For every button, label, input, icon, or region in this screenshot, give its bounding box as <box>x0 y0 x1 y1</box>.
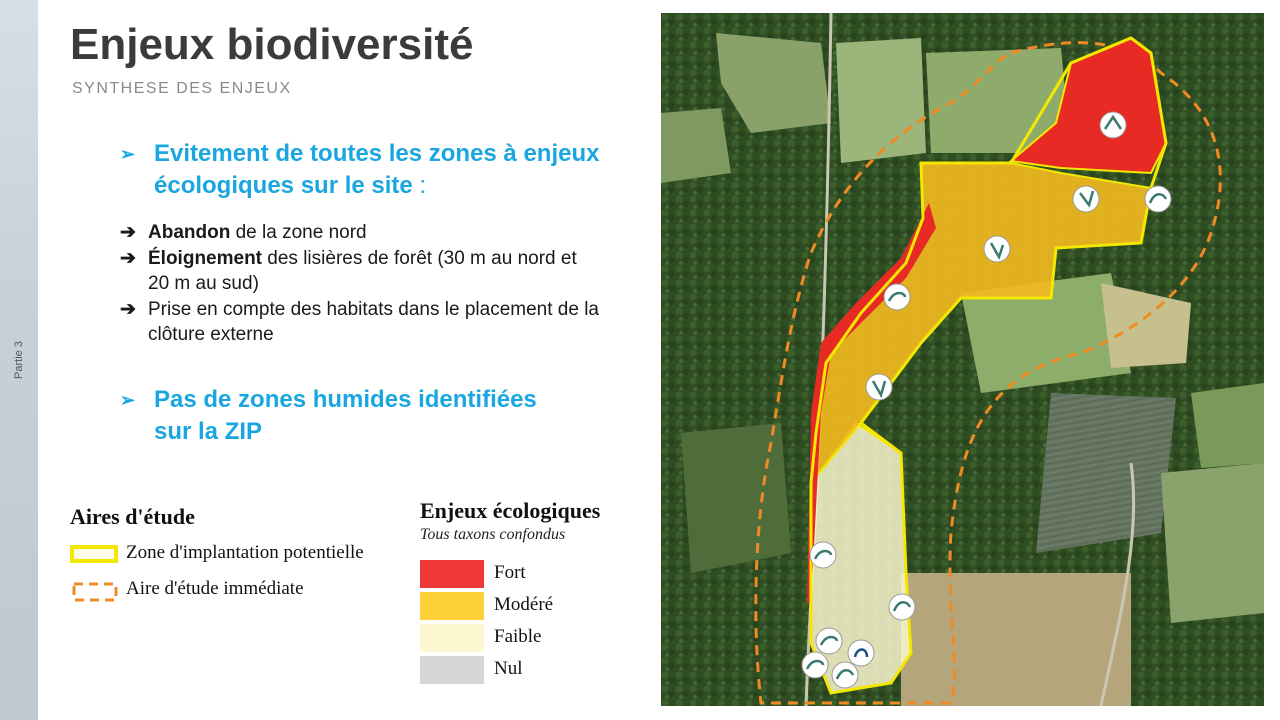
bullet-zones-humides <box>120 384 574 448</box>
field <box>1161 463 1264 623</box>
reptile-icon <box>810 542 836 568</box>
list-item <box>120 220 600 246</box>
field <box>901 573 1131 706</box>
legend-label: Modéré <box>494 594 554 615</box>
list-item <box>120 297 600 348</box>
bullet-text: Pas de zones humides identifiées sur la ZIP <box>154 386 537 445</box>
item-text: des lisières de forêt (30 m au nord et 20 m au sud) <box>148 247 577 294</box>
arrowhead-icon: ➢ <box>120 390 136 410</box>
arrow-right-icon: ➔ <box>120 298 136 320</box>
swatch-fort <box>420 560 484 588</box>
map-svg <box>661 13 1264 706</box>
sub-list <box>120 220 600 348</box>
item-bold: Éloignement <box>148 247 263 269</box>
reptile-icon <box>816 628 842 654</box>
field <box>681 423 791 573</box>
zip-outline-symbol <box>70 545 118 563</box>
swatch-nul <box>420 656 484 684</box>
legend-label: Faible <box>494 626 542 647</box>
bullet-text: Evitement de toutes les zones à enjeux écologiques sur le site <box>154 140 600 199</box>
legend-subtitle: Tous taxons confondus <box>420 526 566 543</box>
bird-icon <box>1073 186 1099 212</box>
legend-enjeux <box>420 498 601 679</box>
item-bold: Abandon <box>148 222 231 243</box>
reptile-icon <box>884 284 910 310</box>
legend-label: Zone d'implantation potentielle <box>126 542 364 563</box>
legend-label: Fort <box>494 562 526 583</box>
list-item <box>120 246 600 297</box>
legend-aires <box>70 504 364 599</box>
field <box>661 108 731 183</box>
item-text: Prise en compte des habitats dans le placement de la clôture externe <box>148 298 599 345</box>
bird-icon <box>984 236 1010 262</box>
legend-label: Nul <box>494 658 523 679</box>
item-text: de la zone nord <box>230 222 367 243</box>
site-map <box>661 13 1264 706</box>
bullet-suffix: : <box>412 172 427 199</box>
reptile-icon <box>802 652 828 678</box>
aei-dashed-symbol <box>70 581 118 603</box>
insect-icon <box>832 662 858 688</box>
bullet-evitement <box>120 138 614 202</box>
arrow-right-icon: ➔ <box>120 222 136 243</box>
side-strip <box>0 0 38 720</box>
legend-label: Aire d'étude immédiate <box>126 578 304 599</box>
field <box>1191 383 1264 468</box>
insect-icon <box>1145 186 1171 212</box>
page-subtitle: SYNTHESE DES ENJEUX <box>72 80 292 97</box>
legend-title: Aires d'étude <box>70 504 195 529</box>
section-label: Partie 3 <box>13 341 25 379</box>
arrowhead-icon: ➢ <box>120 144 136 164</box>
legend-title: Enjeux écologiques <box>420 498 601 523</box>
bird-icon <box>866 374 892 400</box>
insect-icon <box>889 594 915 620</box>
field <box>836 38 926 163</box>
swatch-faible <box>420 624 484 652</box>
swatch-modere <box>420 592 484 620</box>
plowed-field <box>1036 393 1176 553</box>
page-title: Enjeux biodiversité <box>70 20 474 69</box>
bird-icon <box>1100 112 1126 138</box>
mammal-icon <box>848 640 874 666</box>
arrow-right-icon: ➔ <box>120 247 136 269</box>
